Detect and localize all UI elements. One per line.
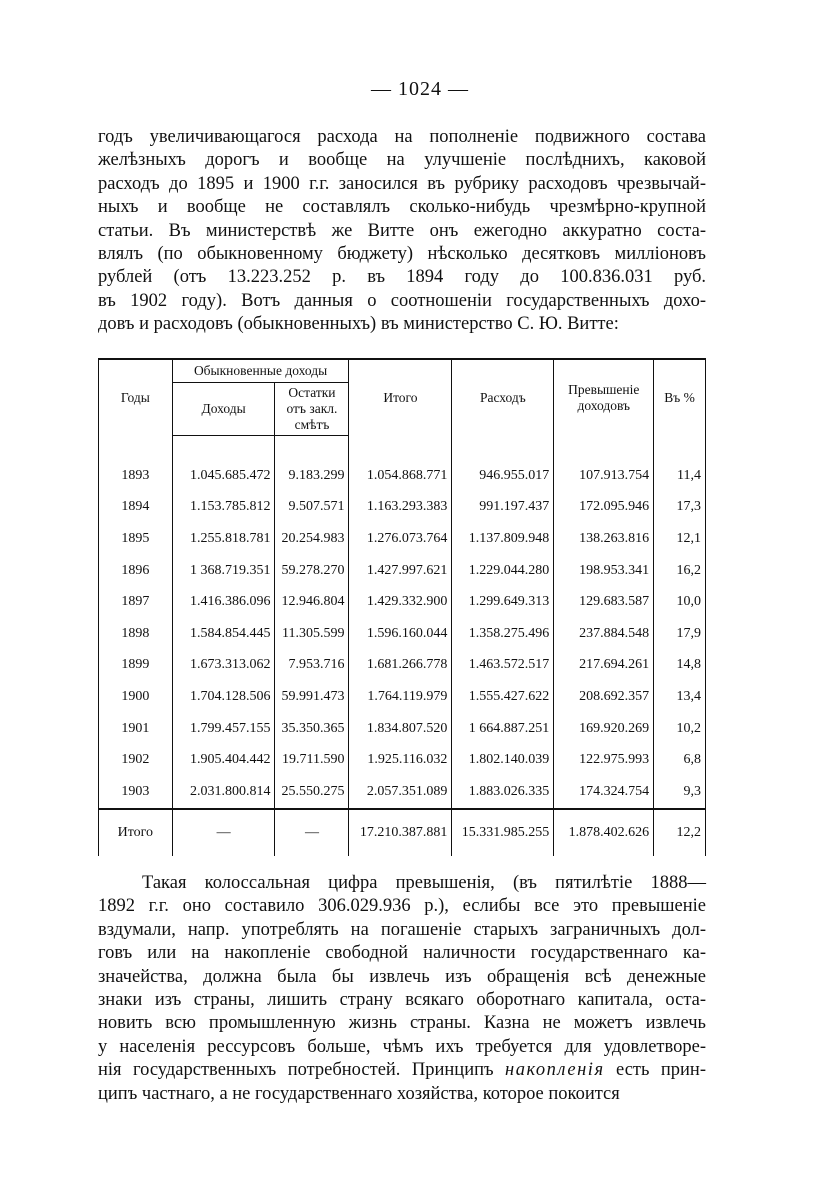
text-line: 1892 г.г. оно составило 306.029.936 р.), еслибы все это превышеніе	[98, 896, 706, 917]
cell-remainders: 25.550.275	[275, 776, 349, 809]
cell-total: 1.834.807.520	[349, 713, 452, 745]
text-line: значейства, должна была бы извлечь изъ обращенія всѣ денежные	[98, 966, 706, 987]
cell-excess: 198.953.341	[554, 555, 654, 587]
header-percent: Въ %	[654, 359, 706, 436]
total-cell-remainders: —	[275, 809, 349, 856]
text-line: въ 1902 году). Вотъ данныя о соотношеніи государственныхъ дохо-	[98, 290, 706, 311]
table-row	[99, 618, 706, 650]
cell-total: 1.681.266.778	[349, 650, 452, 682]
cell-total: 1.925.116.032	[349, 744, 452, 776]
cell-income: 1 368.719.351	[172, 555, 275, 587]
total-cell-expense: 15.331.985.255	[452, 809, 554, 856]
cell-expense: 991.197.437	[452, 492, 554, 524]
cell-remainders: 59.991.473	[275, 681, 349, 713]
text-line: знаки изъ страны, лишить страну всякаго оборотнаго капитала, оста-	[98, 990, 706, 1011]
cell-expense: 946.955.017	[452, 460, 554, 492]
text-fragment: есть прин-	[616, 1060, 706, 1081]
cell-excess: 208.692.357	[554, 681, 654, 713]
cell-remainders: 59.278.270	[275, 555, 349, 587]
cell-year: 1901	[99, 713, 173, 745]
text-line: статьи. Въ министерствѣ же Витте онъ ежегодно аккуратно соста-	[98, 220, 706, 241]
table-row	[99, 523, 706, 555]
emphasis-text: накопленія	[505, 1060, 605, 1081]
table-row	[99, 586, 706, 618]
text-line: говъ или на накопленіе свободной наличности государственнаго ка-	[98, 943, 706, 964]
cell-total: 1.054.868.771	[349, 460, 452, 492]
cell-percent: 9,3	[654, 776, 706, 809]
cell-remainders: 12.946.804	[275, 586, 349, 618]
cell-income: 1.153.785.812	[172, 492, 275, 524]
text-line: влялъ (по обыкновенному бюджету) нѣсколько десятковъ милліоновъ	[98, 244, 706, 265]
cell-income: 1.255.818.781	[172, 523, 275, 555]
cell-year: 1903	[99, 776, 173, 809]
cell-total: 1.596.160.044	[349, 618, 452, 650]
cell-total: 1.163.293.383	[349, 492, 452, 524]
cell-excess: 122.975.993	[554, 744, 654, 776]
cell-excess: 129.683.587	[554, 586, 654, 618]
cell-expense: 1.137.809.948	[452, 523, 554, 555]
text-line: желѣзныхъ дорогъ и вообще на улучшеніе послѣднихъ, каковой	[98, 150, 706, 171]
table-row	[99, 650, 706, 682]
cell-income: 1.905.404.442	[172, 744, 275, 776]
total-cell-label: Итого	[99, 809, 173, 856]
header-expense: Расходъ	[452, 359, 554, 436]
table-row	[99, 492, 706, 524]
cell-remainders: 20.254.983	[275, 523, 349, 555]
cell-percent: 17,9	[654, 618, 706, 650]
header-total: Итого	[349, 359, 452, 436]
total-cell-income: —	[172, 809, 275, 856]
cell-percent: 16,2	[654, 555, 706, 587]
text-line: вздумали, напр. употреблять на погашеніе старыхъ заграничныхъ дол-	[98, 919, 706, 940]
cell-year: 1895	[99, 523, 173, 555]
total-cell-total: 17.210.387.881	[349, 809, 452, 856]
cell-year: 1902	[99, 744, 173, 776]
text-line: Такая колоссальная цифра превышенія, (въ пятилѣтіе 1888—	[142, 873, 706, 893]
cell-total: 1.764.119.979	[349, 681, 452, 713]
cell-percent: 10,0	[654, 586, 706, 618]
total-cell-excess: 1.878.402.626	[554, 809, 654, 856]
cell-expense: 1.358.275.496	[452, 618, 554, 650]
table-row	[99, 681, 706, 713]
cell-percent: 6,8	[654, 744, 706, 776]
cell-expense: 1 664.887.251	[452, 713, 554, 745]
cell-income: 1.045.685.472	[172, 460, 275, 492]
cell-income: 2.031.800.814	[172, 776, 275, 809]
cell-expense: 1.555.427.622	[452, 681, 554, 713]
paragraph-conclusion	[98, 872, 706, 1106]
cell-year: 1896	[99, 555, 173, 587]
cell-excess: 107.913.754	[554, 460, 654, 492]
cell-remainders: 7.953.716	[275, 650, 349, 682]
header-remainders: Остатки отъ закл. смѣтъ	[275, 383, 349, 436]
cell-remainders: 35.350.365	[275, 713, 349, 745]
cell-expense: 1.229.044.280	[452, 555, 554, 587]
cell-percent: 10,2	[654, 713, 706, 745]
header-ordinary-income: Обыкновенные доходы	[172, 359, 349, 383]
cell-percent: 13,4	[654, 681, 706, 713]
cell-percent: 14,8	[654, 650, 706, 682]
cell-excess: 169.920.269	[554, 713, 654, 745]
paragraph-intro	[98, 126, 706, 337]
text-line: рублей (отъ 13.223.252 р. въ 1894 году до 100.836.031 руб.	[98, 267, 706, 288]
cell-remainders: 9.507.571	[275, 492, 349, 524]
budget-table	[98, 358, 706, 856]
text-line: расходъ до 1895 и 1900 г.г. заносился въ рубрику расходовъ чрезвычай-	[98, 173, 706, 194]
cell-year: 1900	[99, 681, 173, 713]
cell-year: 1897	[99, 586, 173, 618]
page-number: — 1024 —	[371, 78, 469, 100]
cell-excess: 138.263.816	[554, 523, 654, 555]
table-row	[99, 776, 706, 809]
cell-income: 1.673.313.062	[172, 650, 275, 682]
header-years: Годы	[99, 359, 173, 436]
cell-remainders: 9.183.299	[275, 460, 349, 492]
cell-income: 1.704.128.506	[172, 681, 275, 713]
table-row	[99, 555, 706, 587]
cell-year: 1894	[99, 492, 173, 524]
cell-excess: 237.884.548	[554, 618, 654, 650]
cell-total: 1.429.332.900	[349, 586, 452, 618]
cell-year: 1898	[99, 618, 173, 650]
table-total-row	[99, 809, 706, 856]
text-line: ныхъ и вообще не составлялъ сколько-нибудь чрезмѣрно-крупной	[98, 197, 706, 218]
cell-year: 1899	[99, 650, 173, 682]
total-cell-percent: 12,2	[654, 809, 706, 856]
cell-total: 2.057.351.089	[349, 776, 452, 809]
cell-remainders: 19.711.590	[275, 744, 349, 776]
cell-total: 1.276.073.764	[349, 523, 452, 555]
cell-expense: 1.802.140.039	[452, 744, 554, 776]
cell-percent: 12,1	[654, 523, 706, 555]
table-row	[99, 460, 706, 492]
text-line: годъ увеличивающагося расхода на пополненіе подвижного состава	[98, 127, 706, 147]
text-line: довъ и расходовъ (обыкновенныхъ) въ министерство С. Ю. Витте:	[98, 314, 619, 335]
cell-excess: 172.095.946	[554, 492, 654, 524]
cell-income: 1.416.386.096	[172, 586, 275, 618]
cell-percent: 11,4	[654, 460, 706, 492]
table-row	[99, 744, 706, 776]
cell-expense: 1.463.572.517	[452, 650, 554, 682]
header-income: Доходы	[172, 383, 275, 436]
cell-income: 1.584.854.445	[172, 618, 275, 650]
cell-remainders: 11.305.599	[275, 618, 349, 650]
cell-year: 1893	[99, 460, 173, 492]
text-line: у населенія рессурсовъ больше, чѣмъ ихъ требуется для удовлетворе-	[98, 1036, 706, 1057]
cell-percent: 17,3	[654, 492, 706, 524]
cell-excess: 174.324.754	[554, 776, 654, 809]
cell-expense: 1.883.026.335	[452, 776, 554, 809]
cell-total: 1.427.997.621	[349, 555, 452, 587]
cell-excess: 217.694.261	[554, 650, 654, 682]
table-row	[99, 713, 706, 745]
cell-expense: 1.299.649.313	[452, 586, 554, 618]
text-fragment: нія государственныхъ потребностей. Принципъ	[98, 1060, 494, 1081]
table-body	[99, 436, 706, 856]
cell-income: 1.799.457.155	[172, 713, 275, 745]
text-line: новить всю промышленную жизнь страны. Казна не можетъ извлечь	[98, 1013, 706, 1034]
text-line	[98, 1059, 706, 1082]
header-excess: Превышеніе доходовъ	[554, 359, 654, 436]
text-line: ципъ частнаго, а не государственнаго хозяйства, которое покоится	[98, 1083, 620, 1104]
